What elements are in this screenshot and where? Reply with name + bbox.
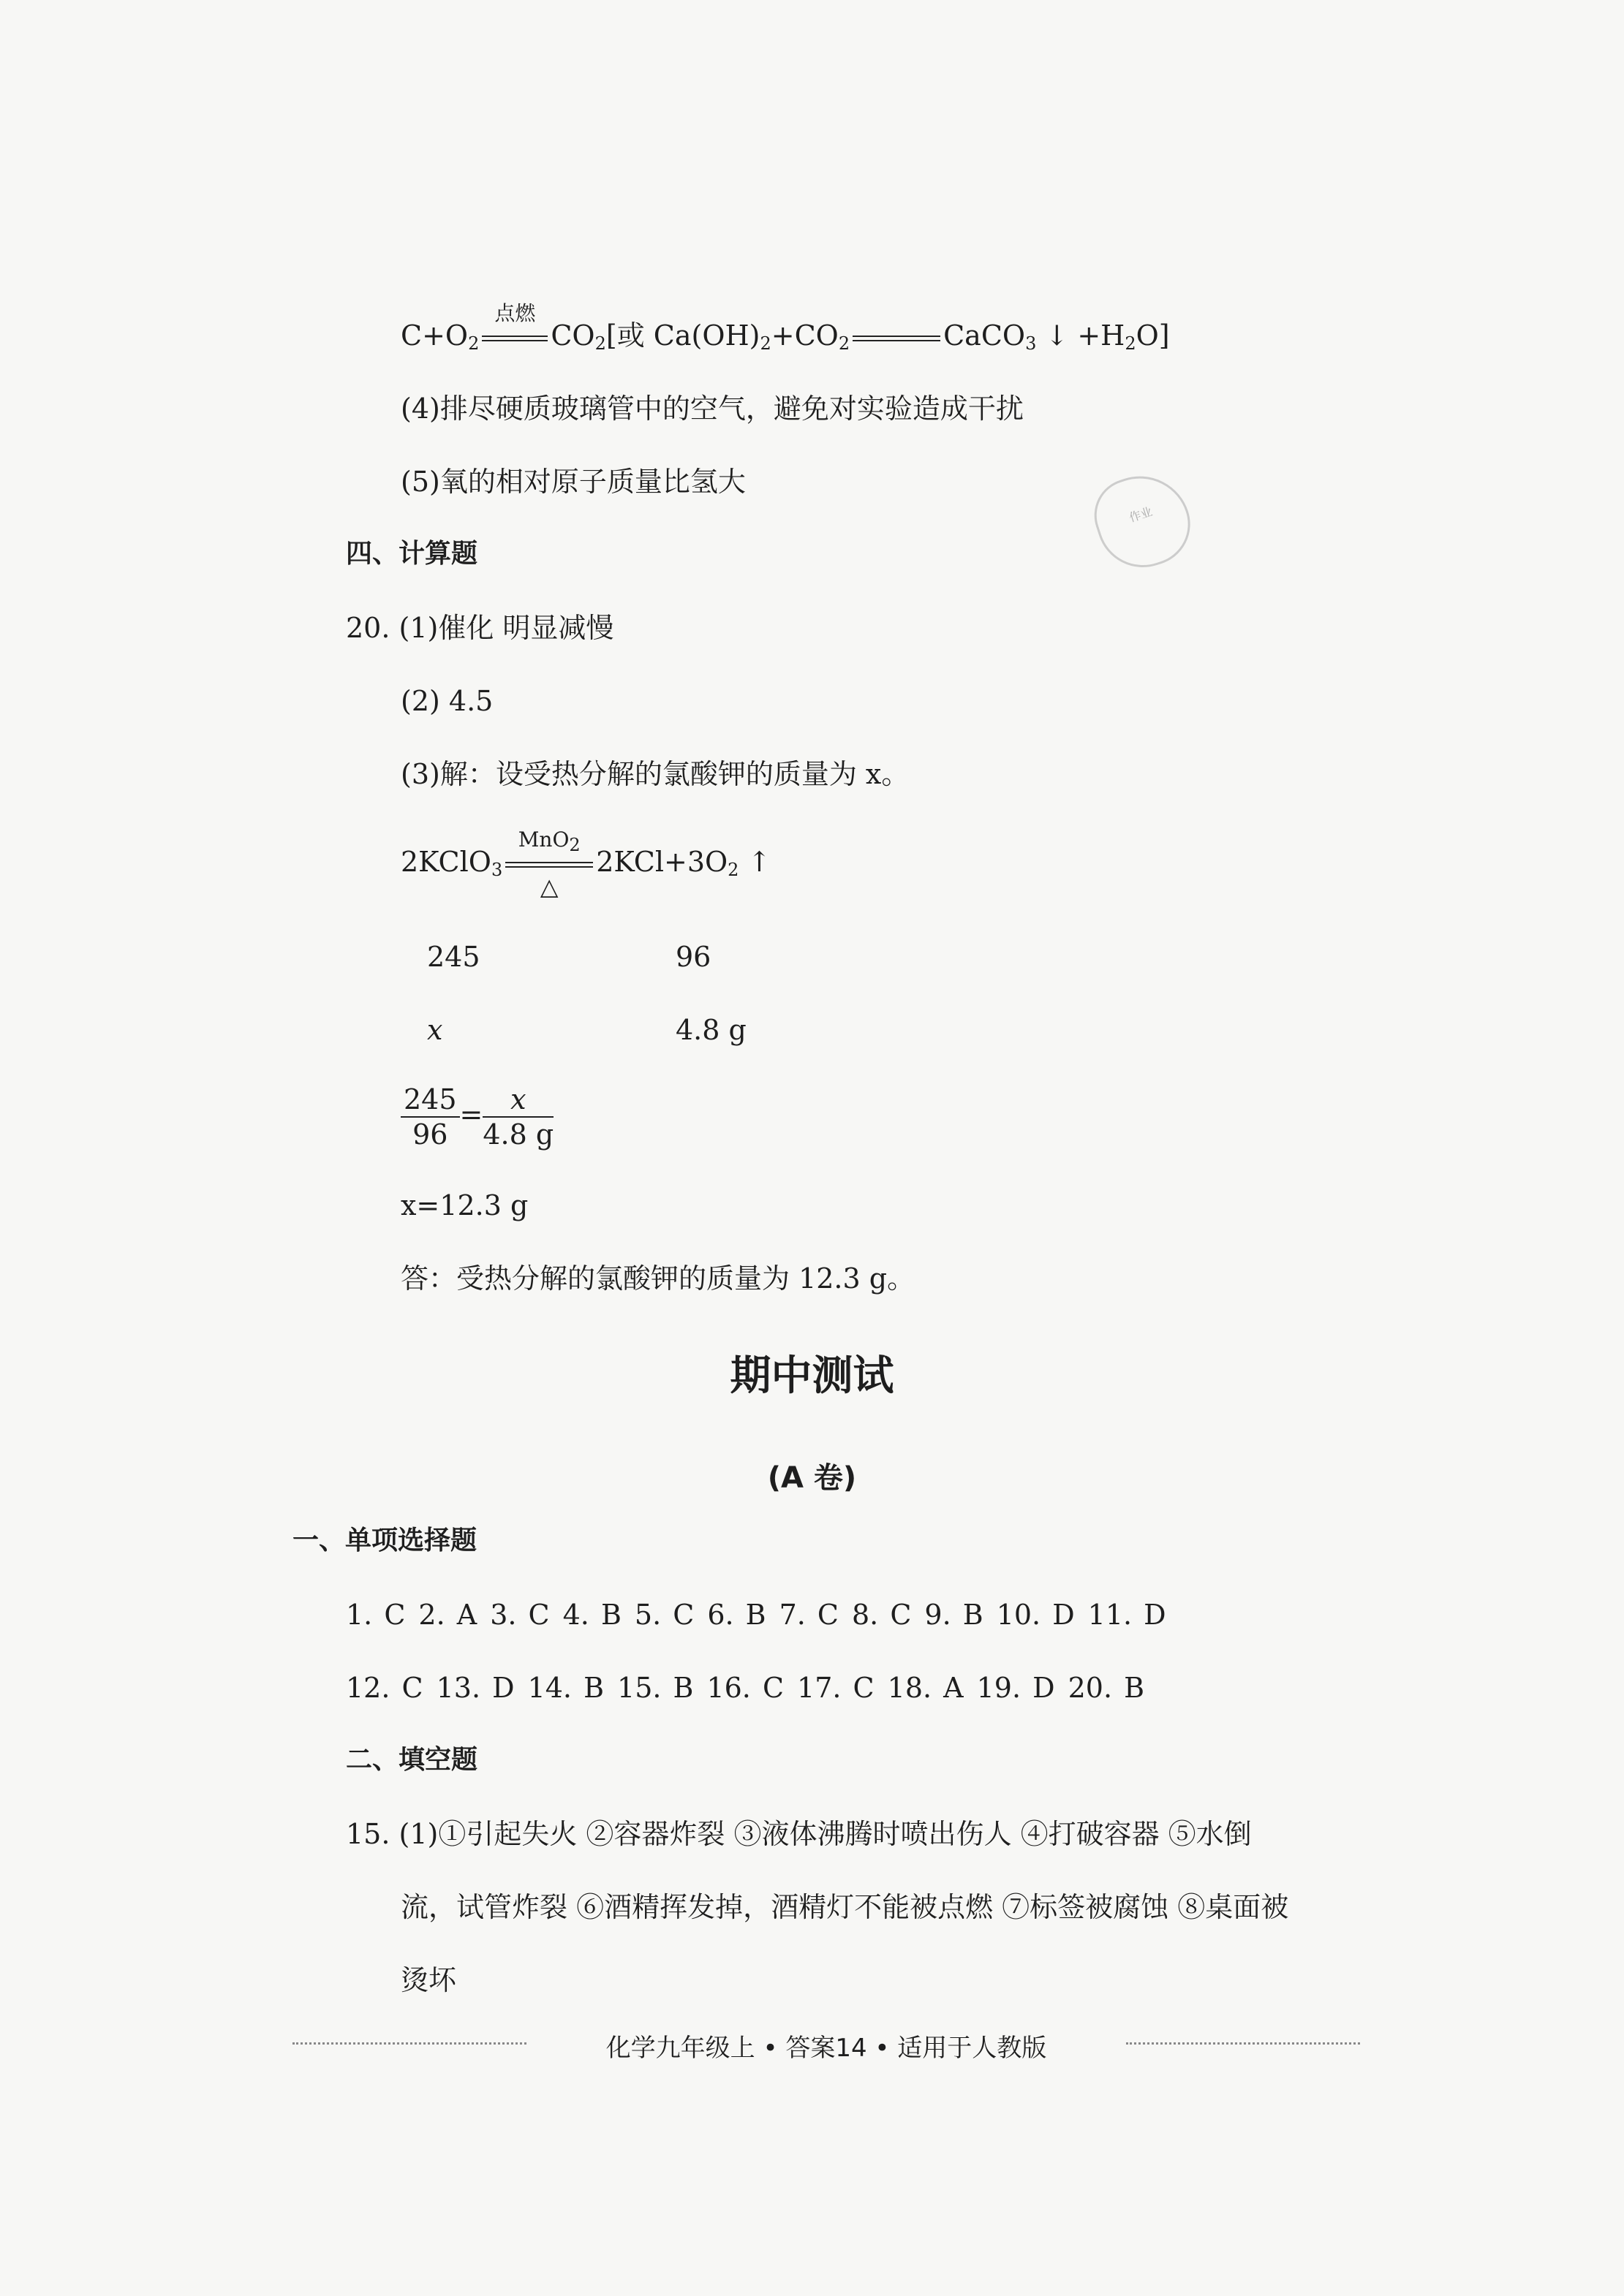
stamp-text: 作业	[1127, 504, 1155, 525]
eq2-catalyst	[505, 827, 593, 855]
answer-q5: (5)氧的相对原子质量比氢大	[401, 466, 746, 498]
result-line: x=12.3 g	[401, 1189, 529, 1221]
choice-answer: 10. D	[996, 1599, 1075, 1631]
proportion-fraction	[401, 1083, 554, 1151]
choice-answer: 3. C	[490, 1599, 550, 1631]
eq1-caco3-sub: 3	[1025, 333, 1037, 354]
midterm-title: 期中测试	[730, 1352, 894, 1400]
footer-text: 化学九年级上 • 答案14 • 适用于人教版	[605, 2034, 1047, 2063]
choice-answer: 7. C	[779, 1599, 839, 1631]
choice-answer: 2. A	[418, 1599, 477, 1631]
choice-answer: 13. D	[436, 1672, 515, 1704]
choice-answer: 19. D	[976, 1672, 1055, 1704]
fraction-left-num: 245	[401, 1086, 460, 1118]
footer-divider-left	[292, 2042, 526, 2045]
choice-answer: 9. B	[924, 1599, 983, 1631]
eq2-heat: △	[540, 872, 559, 901]
eq1-caoh-sub: 2	[760, 333, 771, 354]
choice-answer: 8. C	[852, 1599, 912, 1631]
choice-answer: 14. B	[527, 1672, 605, 1704]
stamp-watermark	[1085, 463, 1201, 580]
eq1-bracket: [或 Ca(OH)	[605, 319, 760, 352]
fraction-equals: =	[459, 1098, 483, 1131]
answer-q20-1: 20. (1)催化 明显减慢	[346, 612, 614, 644]
section-heading-fill-blank: 二、填空题	[346, 1745, 478, 1775]
choice-answer: 18. A	[887, 1672, 964, 1704]
final-answer: 答：受热分解的氯酸钾的质量为 12.3 g。	[401, 1262, 915, 1295]
eq2-right-sub: 2	[728, 860, 739, 880]
molar-mass-1: 245	[427, 941, 480, 973]
eq1-tail: ↓ +H	[1036, 319, 1125, 352]
eq1-co2-sub: 2	[594, 333, 606, 354]
molar-mass-2: 96	[676, 941, 711, 973]
choice-answer: 11. D	[1087, 1599, 1166, 1631]
fraction-left-den: 96	[412, 1118, 448, 1151]
answer-q20-2: (2) 4.5	[401, 685, 494, 717]
eq1-end: O]	[1136, 319, 1170, 352]
eq1-sub: 2	[468, 333, 480, 354]
eq1-plus-co2-sub: 2	[838, 333, 850, 354]
choice-answer: 15. B	[617, 1672, 694, 1704]
choice-answer: 1. C	[346, 1599, 406, 1631]
fraction-right-den: 4.8 g	[483, 1118, 554, 1151]
answer-q20-3: (3)解：设受热分解的氯酸钾的质量为 x。	[401, 758, 910, 790]
section-heading-single-choice: 一、单项选择题	[292, 1526, 477, 1556]
choice-answer: 6. B	[707, 1599, 766, 1631]
eq1-arrow-2	[853, 334, 940, 343]
eq2-left-sub: 3	[491, 860, 503, 880]
fraction-left	[401, 1083, 460, 1151]
page-footer	[292, 2025, 1360, 2061]
choice-answer: 4. B	[562, 1599, 622, 1631]
eq1-h2-sub: 2	[1125, 333, 1136, 354]
equation-carbon-combustion	[401, 300, 1170, 354]
answer-q15-line-2: 流，试管炸裂 ⑥酒精挥发掉，酒精灯不能被点燃 ⑦标签被腐蚀 ⑧桌面被	[401, 1891, 1289, 1923]
eq2-cat: MnO	[518, 827, 570, 852]
equation-kclo3-decomposition	[401, 827, 771, 901]
choice-answers-row-1	[346, 1601, 1179, 1629]
eq1-plus-co2: +CO	[771, 319, 839, 352]
eq2-arrow	[505, 827, 593, 901]
eq1-co2: CO	[551, 319, 595, 352]
fraction-right	[483, 1083, 554, 1151]
eq1-condition: 点燃	[494, 300, 536, 325]
eq1-text: C+O	[401, 319, 469, 352]
mass-o2: 4.8 g	[676, 1014, 747, 1046]
choice-answer: 12. C	[346, 1672, 423, 1704]
midterm-subtitle: (A 卷)	[767, 1461, 857, 1495]
eq1-caco3: CaCO	[943, 319, 1026, 352]
eq2-up-arrow: ↑	[739, 846, 771, 878]
answer-q15-line-3: 烫坏	[401, 1964, 457, 1996]
answer-q15-line-1: 15. (1)①引起失火 ②容器炸裂 ③液体沸腾时喷出伤人 ④打破容器 ⑤水倒	[346, 1818, 1252, 1850]
eq1-arrow	[482, 300, 548, 343]
choice-answer: 5. C	[634, 1599, 695, 1631]
section-heading-calculation: 四、计算题	[346, 539, 478, 569]
unknown-x: x	[427, 1014, 443, 1046]
eq2-cat-sub: 2	[569, 834, 581, 855]
footer-divider-right	[1126, 2042, 1360, 2045]
choice-answer: 20. B	[1068, 1672, 1145, 1704]
fraction-right-num: x	[483, 1086, 554, 1118]
eq2-left: 2KClO	[401, 846, 491, 878]
choice-answers-row-2	[346, 1674, 1157, 1702]
choice-answer: 17. C	[797, 1672, 875, 1704]
choice-answer: 16. C	[706, 1672, 785, 1704]
eq2-right: 2KCl+3O	[596, 846, 728, 878]
answer-q4: (4)排尽硬质玻璃管中的空气，避免对实验造成干扰	[401, 393, 1024, 425]
